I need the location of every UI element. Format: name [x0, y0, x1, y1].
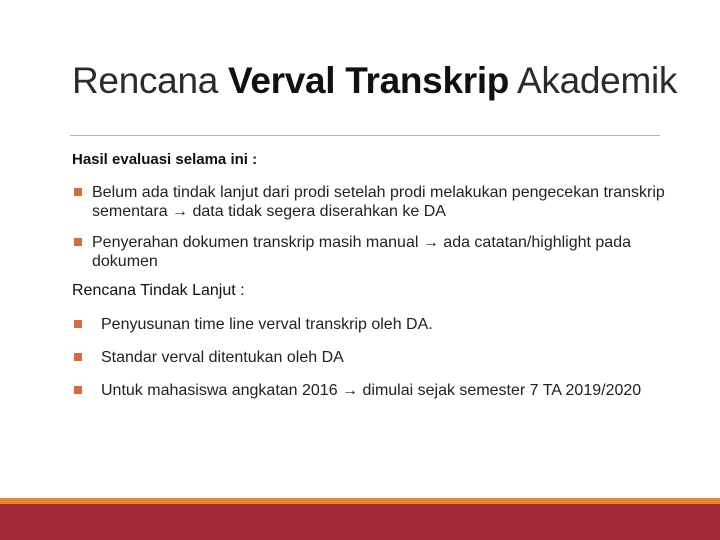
evaluation-list [72, 183, 672, 271]
title-part-1: Rencana [72, 60, 228, 101]
list-item-text: Untuk mahasiswa angkatan 2016 → dimulai sejak semester 7 TA 2019/2020 [101, 382, 642, 399]
title-part-3: Akademik [509, 60, 678, 101]
list-item [72, 381, 672, 400]
list-item-text: Penyusunan time line verval transkrip oleh DA. [101, 316, 433, 333]
square-bullet-icon [74, 353, 82, 361]
list-item-text: Belum ada tindak lanjut dari prodi setelah prodi melakukan pengecekan transkrip sementara → data tidak segera diserahkan ke DA [92, 184, 665, 220]
section-heading-evaluation: Hasil evaluasi selama ini : [72, 151, 258, 168]
square-bullet-icon [74, 386, 82, 394]
list-item [72, 348, 672, 367]
follow-up-list [72, 315, 672, 400]
square-bullet-icon [74, 320, 82, 328]
slide-content [72, 148, 672, 400]
footer-bar [0, 504, 720, 540]
list-item-text: Penyerahan dokumen transkrip masih manual → ada catatan/highlight pada dokumen [92, 234, 631, 270]
title-divider [70, 135, 660, 136]
list-item [72, 233, 672, 271]
slide-title [72, 58, 677, 104]
list-item-text: Standar verval ditentukan oleh DA [101, 349, 344, 366]
list-item [72, 183, 672, 221]
title-part-2-bold: Verval Transkrip [228, 60, 510, 101]
list-item [72, 315, 672, 334]
square-bullet-icon [74, 188, 82, 196]
section-heading-follow-up: Rencana Tindak Lanjut : [72, 282, 245, 299]
square-bullet-icon [74, 238, 82, 246]
